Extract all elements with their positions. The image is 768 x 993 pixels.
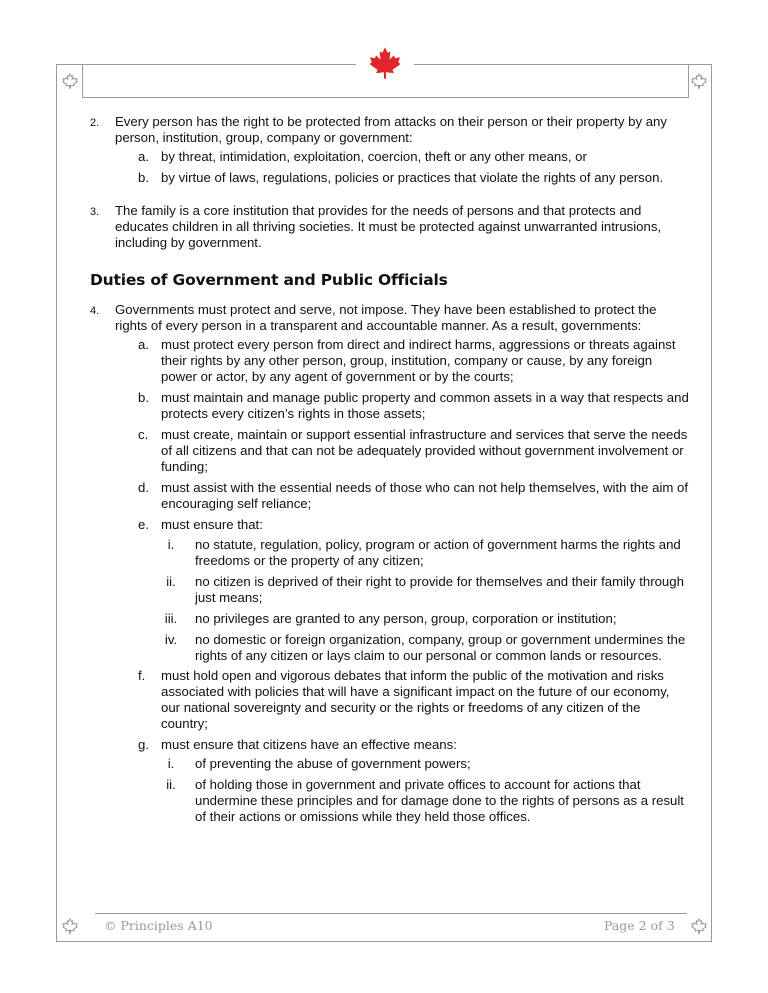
sub-sub-item-text: of preventing the abuse of government powers; (195, 756, 471, 771)
sub-sub-item-label: ii. (166, 777, 176, 792)
maple-leaf-outline-icon (691, 918, 707, 934)
sub-sub-item-label: ii. (166, 574, 176, 589)
sub-sub-item-label: i. (167, 756, 175, 771)
item-text: Governments must protect and serve, not impose. They have been established to protect the rights of every person in a transparent and accountable manner. As a result, governments: (115, 302, 657, 333)
sub-sub-item-text: no statute, regulation, policy, program or action of government harms the rights and freedoms or the property of any citizen; (195, 537, 681, 568)
item-text: Every person has the right to be protected from attacks on their person or their property by any person, institution, group, company or government: (115, 114, 667, 145)
maple-leaf-outline-icon (62, 73, 78, 89)
sub-sub-item-label: iii. (164, 611, 178, 626)
footer-copyright: © Principles A10 (104, 918, 213, 933)
sub-item-label: c. (138, 427, 149, 442)
item-number: 4. (90, 305, 100, 317)
list-item (90, 302, 690, 334)
frame-left-inner-line (82, 64, 83, 98)
frame-top-inner-line (82, 97, 688, 98)
item-number: 3. (90, 206, 100, 218)
sub-item-text: must maintain and manage public property and common assets in a way that respects and protects every citizen’s rights in those assets; (161, 390, 689, 421)
sub-sub-item-text: no privileges are granted to any person, group, corporation or institution; (195, 611, 617, 626)
sub-sub-item (160, 574, 690, 606)
sub-sub-item-text: no citizen is deprived of their right to provide for themselves and their family through just means; (195, 574, 684, 605)
sub-sub-item (160, 611, 690, 627)
sub-sub-item-label: iv. (164, 632, 178, 647)
sub-item-label: g. (138, 737, 149, 752)
sub-sub-item-text: of holding those in government and private offices to account for actions that undermine these principles and for damage done to the rights of persons as a result of their actions or omissions while they held those offices. (195, 777, 684, 824)
frame-right-inner-line (688, 64, 689, 98)
frame-left-line (56, 64, 57, 942)
sub-item-label: f. (138, 668, 146, 683)
section-heading: Duties of Government and Public Officials (90, 271, 448, 289)
sub-item (138, 149, 690, 165)
sub-sub-item (160, 777, 690, 825)
sub-item (138, 480, 690, 512)
sub-item-label: b. (138, 390, 149, 405)
list-item (90, 114, 690, 146)
frame-bottom-line (56, 941, 712, 942)
sub-item-text: must hold open and vigorous debates that inform the public of the motivation and risks associated with policies that will have a significant impact on the future of our economy, our national sovereignty and security or the rights or freedoms of any citizen of the country; (161, 668, 670, 731)
sub-item-text: by virtue of laws, regulations, policies or practices that violate the rights of any person. (161, 170, 664, 185)
sub-item-label: d. (138, 480, 149, 495)
frame-right-line (711, 64, 712, 942)
list-item (90, 203, 690, 251)
sub-item-label: e. (138, 517, 149, 532)
maple-leaf-icon (368, 46, 402, 80)
document-body (90, 114, 690, 825)
sub-sub-item-label: i. (167, 537, 175, 552)
maple-leaf-outline-icon (691, 73, 707, 89)
frame-bottom-inner-line (95, 913, 687, 914)
item-text: The family is a core institution that provides for the needs of persons and that protects and educates children in all thriving societies. It must be protected against unwarranted intrusions, including by government. (115, 203, 662, 250)
maple-leaf-outline-icon (62, 918, 78, 934)
sub-item (138, 337, 690, 385)
item-number: 2. (90, 117, 100, 129)
sub-item-text: must create, maintain or support essential infrastructure and services that serve the needs of all citizens and that can not be adequately provided without government involvement or funding; (161, 427, 688, 474)
sub-item-label: a. (138, 149, 149, 164)
sub-item (138, 737, 690, 753)
frame-top-left-line (56, 64, 356, 65)
sub-item-label: b. (138, 170, 149, 185)
sub-item-label: a. (138, 337, 149, 352)
sub-item-text: must ensure that citizens have an effective means: (161, 737, 457, 752)
sub-sub-item (160, 756, 690, 772)
sub-item-text: by threat, intimidation, exploitation, coercion, theft or any other means, or (161, 149, 587, 164)
sub-sub-item (160, 632, 690, 664)
sub-item-text: must assist with the essential needs of those who can not help themselves, with the aim of encouraging self reliance; (161, 480, 689, 511)
sub-sub-item-text: no domestic or foreign organization, company, group or government undermines the rights of any citizen or lays claim to our personal or common lands or resources. (195, 632, 686, 663)
sub-item (138, 390, 690, 422)
sub-item (138, 427, 690, 475)
sub-item-text: must protect every person from direct and indirect harms, aggressions or threats against their rights by any other person, group, institution, company or cause, by any foreign power or actor, by any agent of government or by the courts; (161, 337, 676, 384)
sub-item (138, 668, 690, 732)
sub-item-text: must ensure that: (161, 517, 263, 532)
sub-item (138, 517, 690, 533)
sub-sub-item (160, 537, 690, 569)
frame-top-right-line (414, 64, 712, 65)
footer-page-number: Page 2 of 3 (604, 918, 675, 933)
sub-item (138, 170, 690, 186)
